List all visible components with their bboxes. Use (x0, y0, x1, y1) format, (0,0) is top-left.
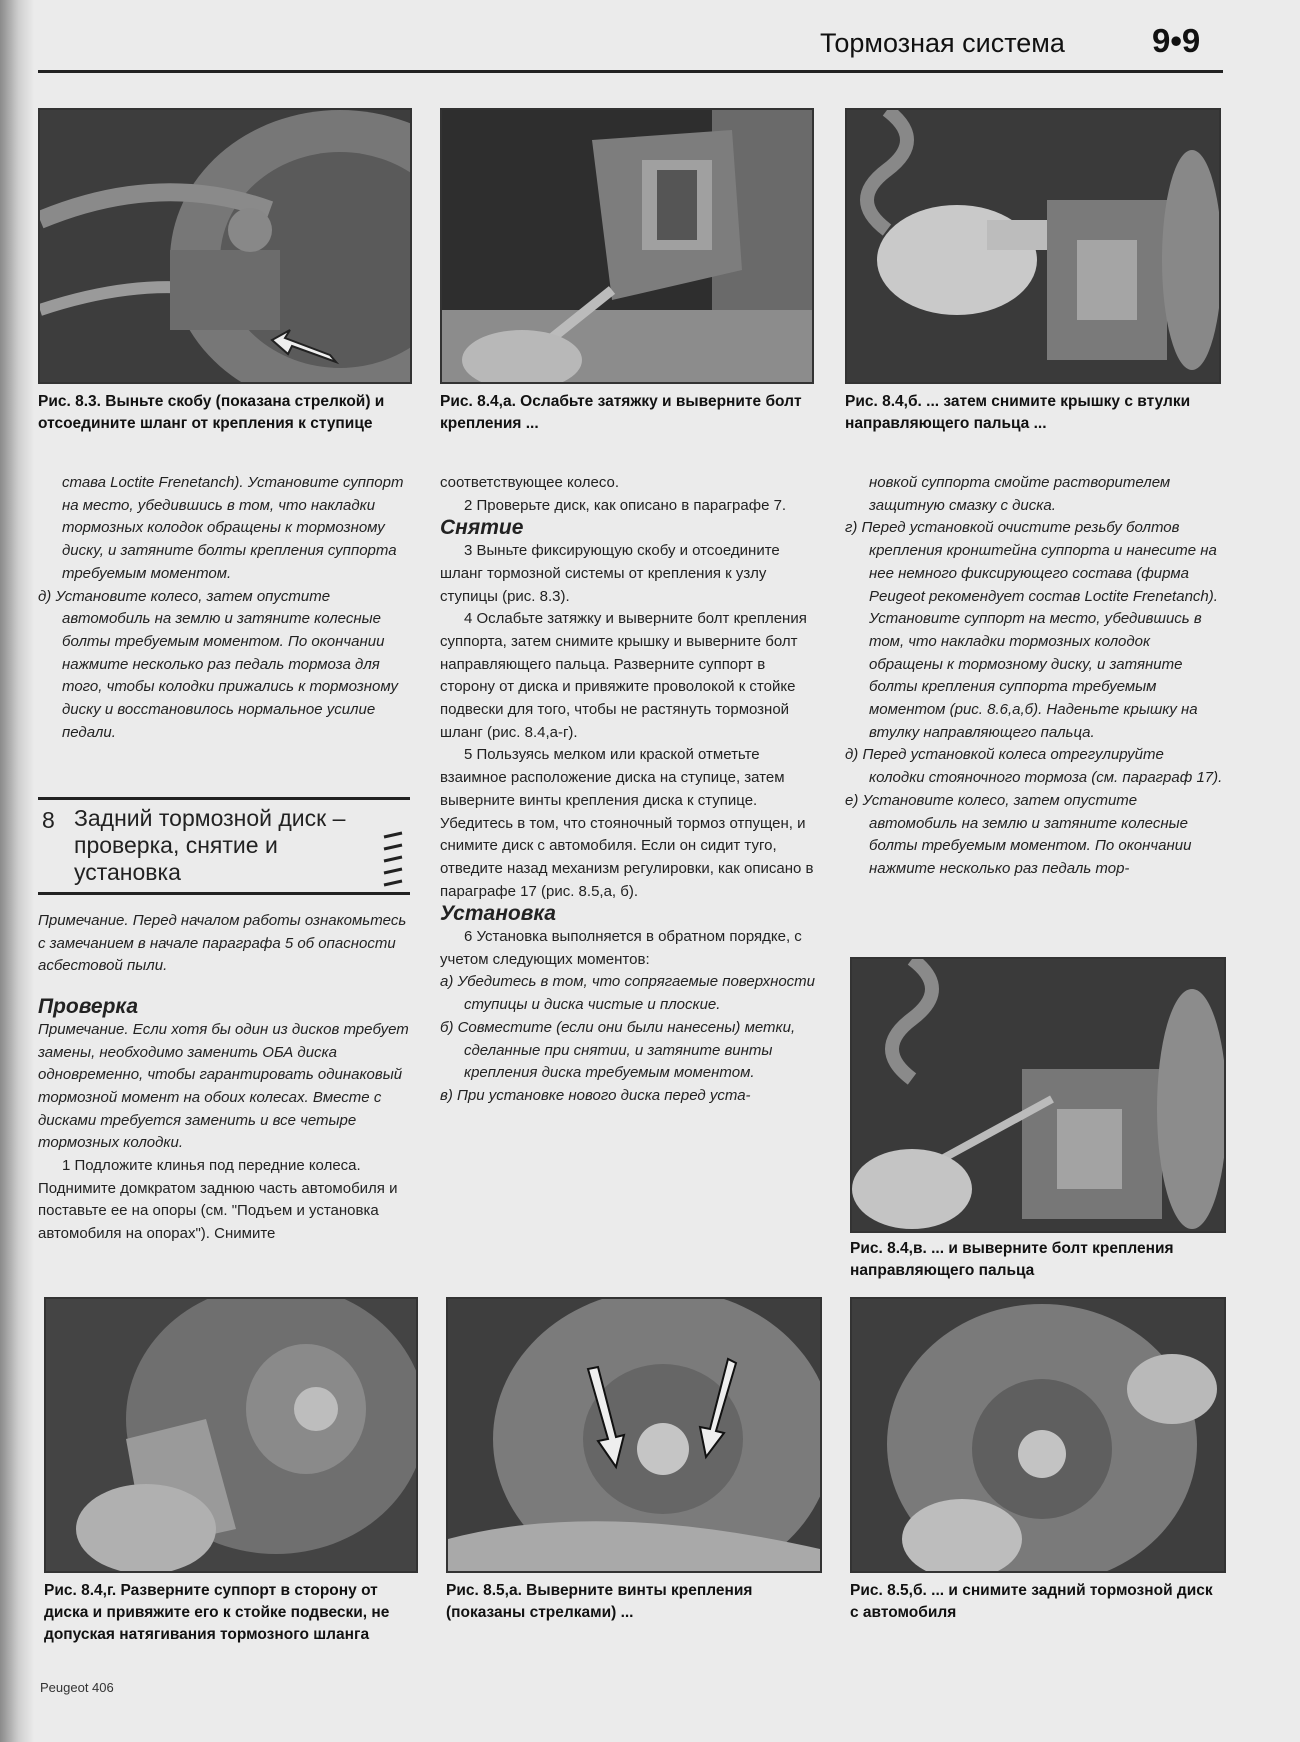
footer-text: Peugeot 406 (40, 1680, 114, 1695)
list-item: в) При установке нового диска перед уста- (440, 1086, 751, 1104)
caption-fig-8-4b: Рис. 8.4,б. ... затем снимите крышку с втулки направляющего пальца ... (845, 393, 1191, 432)
list-item: а) Убедитесь в том, что сопрягаемые поверхности ступицы и диска чистые и плоские. (440, 973, 816, 1014)
photo-fig-8-4v (850, 957, 1226, 1233)
section-number: 8 (42, 807, 55, 833)
photo-fig-8-4g (44, 1297, 418, 1573)
paragraph: новкой суппорта смойте растворителем защитную смазку с диска. (869, 474, 1171, 514)
list-item: г) Перед установкой очистите резьбу болтов крепления кронштейна суппорта и нанесите на нее немного фиксирующего состава (фирма Peugeot рекомендует состав Loctite Frenetanch). Установите суппорт на место, убедившись в том, что накладки тормозных колодок обращены к тормозному диску, и затяните болты крепления суппорта требуемым моментом (рис. 8.6,а,б). Наденьте крышку на втулку направляющего пальца. (845, 519, 1218, 741)
caption-fig-8-3: Рис. 8.3. Выньте скобу (показана стрелкой) и отсоедините шланг от крепления к ступице (38, 393, 385, 432)
book-binding-shadow (0, 0, 34, 1742)
subheading-removal: Снятие (440, 516, 524, 540)
paragraph: 2 Проверьте диск, как описано в параграфе 7. (464, 496, 787, 514)
paragraph: 4 Ослабьте затяжку и выверните болт крепления суппорта, затем снимите крышку и выверните болт направляющего пальца. Разверните суппорт в сторону от диска и привяжите проволокой к стойке подвески для того, чтобы не растянуть тормозной шланг (рис. 8.4,а-г). (440, 610, 807, 741)
column-1-lower (38, 910, 410, 1246)
section-title: Задний тормозной диск – проверка, снятие и установка (74, 805, 346, 885)
photo-fig-8-4a (440, 108, 814, 384)
paragraph: 3 Выньте фиксирующую скобу и отсоедините шланг тормозной системы от крепления к узлу ступицы (рис. 8.3). (440, 542, 780, 605)
paragraph: става Loctite Frenetanch). Установите суппорт на место, убедившись в том, что накладки тормозных колодок обращены к тормозному диску, и затяните болты крепления суппорта требуемым моментом. (62, 474, 404, 582)
note: Примечание. Перед началом работы ознакомьтесь с замечанием в начале параграфа 5 об опасности асбестовой пыли. (38, 912, 407, 975)
column-2 (440, 472, 818, 1108)
column-3 (845, 472, 1223, 881)
column-1-upper (38, 472, 410, 744)
caption-fig-8-5b: Рис. 8.5,б. ... и снимите задний тормозной диск с автомобиля (850, 1582, 1213, 1621)
paragraph: 5 Пользуясь мелком или краской отметьте взаимное расположение диска на ступице, затем выверните винты крепления диска к ступице. Убедитесь в том, что стояночный тормоз отпущен, и снимите диск с автомобиля. Если он сидит туго, отведите назад механизм регулировки, как описано в параграфе 17 (рис. 8.5,а, б). (440, 746, 814, 900)
caption-fig-8-4v: Рис. 8.4,в. ... и выверните болт крепления направляющего пальца (850, 1240, 1174, 1279)
section-rule-top (38, 797, 410, 800)
photo-fig-8-4b (845, 108, 1221, 384)
section-header (38, 797, 410, 895)
photo-fig-8-5a (446, 1297, 822, 1573)
header-rule (38, 70, 1223, 73)
page-number: 9•9 (1152, 22, 1201, 59)
caption-fig-8-5a: Рис. 8.5,а. Выверните винты крепления (показаны стрелками) ... (446, 1582, 753, 1621)
wrench-icon (380, 829, 406, 889)
list-item: д) Перед установкой колеса отрегулируйте колодки стояночного тормоза (см. параграф 17). (845, 746, 1223, 787)
paragraph: д) Установите колесо, затем опустите автомобиль на землю и затяните колесные болты требуемым моментом. По окончании нажмите несколько раз педаль тормоза для того, чтобы колодки прижались к тормозному диску и восстановилось нормальное усилие педали. (38, 587, 398, 741)
note: Примечание. Если хотя бы один из дисков требует замены, необходимо заменить ОБА диска одновременно, чтобы гарантировать одинаковый тормозной момент на обоих колесах. Вместе с дисками требуется заменить и все четыре тормозных колодки. (38, 1020, 409, 1152)
header-title: Тормозная система (820, 28, 1065, 58)
photo-fig-8-3 (38, 108, 412, 384)
section-rule-bottom (38, 892, 410, 895)
list-item: б) Совместите (если они были нанесены) метки, сделанные при снятии, и затяните винты крепления диска требуемым моментом. (440, 1018, 796, 1082)
list-item: е) Установите колесо, затем опустите автомобиль на землю и затяните колесные болты требуемым моментом. По окончании нажмите несколько раз педаль тор- (845, 791, 1192, 877)
photo-fig-8-5b (850, 1297, 1226, 1573)
caption-fig-8-4g: Рис. 8.4,г. Разверните суппорт в сторону от диска и привяжите его к стойке подвески, не допуская натягивания тормозного шланга (44, 1582, 390, 1643)
caption-fig-8-4a: Рис. 8.4,а. Ослабьте затяжку и выверните болт крепления ... (440, 393, 802, 432)
subheading-inspection: Проверка (38, 995, 139, 1019)
subheading-installation: Установка (440, 902, 556, 926)
paragraph: соответствующее колесо. (440, 474, 620, 491)
paragraph: 1 Подложите клинья под передние колеса. Поднимите домкратом заднюю часть автомобиля и поставьте ее на опоры (см. "Подъем и установка автомобиля на опорах"). Снимите (38, 1157, 398, 1243)
paragraph: 6 Установка выполняется в обратном порядке, с учетом следующих моментов: (440, 928, 802, 968)
